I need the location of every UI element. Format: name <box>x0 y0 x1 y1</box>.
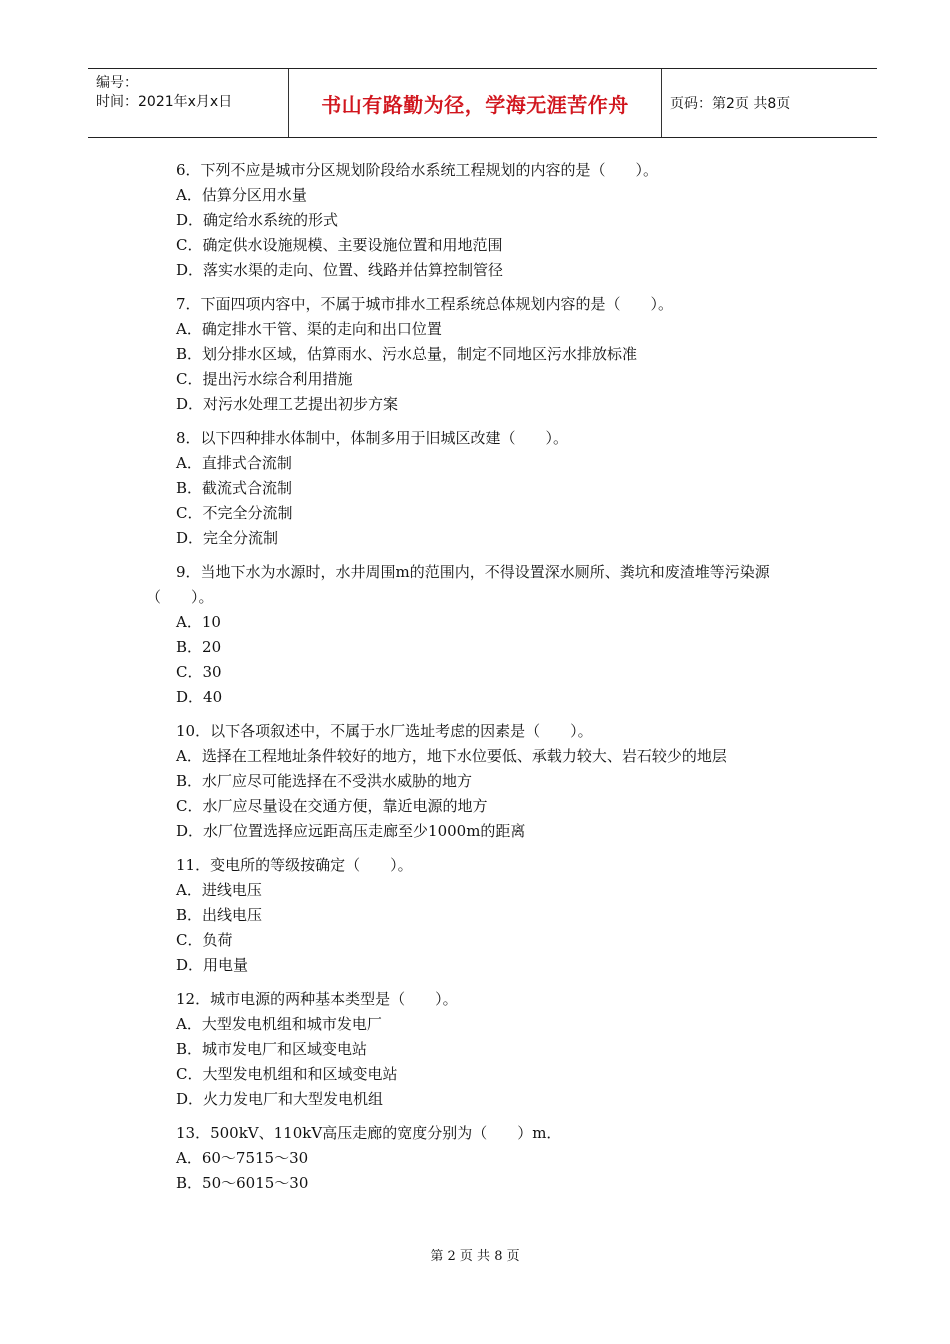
page-header <box>88 68 877 138</box>
answer-option: D．40 <box>176 688 223 706</box>
answer-option: D．水厂位置选择应远距高压走廊至少1000m的距离 <box>176 822 526 840</box>
question-stem: 7．下面四项内容中，不属于城市排水工程系统总体规划内容的是（ ）。 <box>176 295 674 313</box>
answer-option: D．用电量 <box>176 956 249 974</box>
question-stem: 6．下列不应是城市分区规划阶段给水系统工程规划的内容的是（ ）。 <box>176 161 659 179</box>
answer-option: A．确定排水干管、渠的走向和出口位置 <box>176 320 442 338</box>
answer-option: D．对污水处理工艺提出初步方案 <box>176 395 399 413</box>
answer-option: A．估算分区用水量 <box>176 186 307 204</box>
question-stem: 11．变电所的等级按确定（ ）。 <box>176 856 413 874</box>
header-motto-cell <box>289 69 662 137</box>
answer-option: A．大型发电机组和城市发电厂 <box>176 1015 382 1033</box>
question-stem: 9．当地下水为水源时，水井周围m的范围内，不得设置深水厕所、粪坑和废渣堆等污染源（ ）。 <box>146 563 770 606</box>
answer-option: B．划分排水区域，估算雨水、污水总量，制定不同地区污水排放标准 <box>176 345 638 363</box>
answer-option: D．确定给水系统的形式 <box>176 211 339 229</box>
question-stem: 12．城市电源的两种基本类型是（ ）。 <box>176 990 458 1008</box>
answer-option: B．出线电压 <box>176 906 263 924</box>
question-stem: 8．以下四种排水体制中，体制多用于旧城区改建（ ）。 <box>176 429 569 447</box>
answer-option: B．20 <box>176 638 222 656</box>
motto: 书山有路勤为径，学海无涯苦作舟 <box>321 92 629 117</box>
answer-option: A．直排式合流制 <box>176 454 292 472</box>
question-stem: 13．500kV、110kV高压走廊的宽度分别为（ ）m． <box>176 1124 562 1142</box>
answer-option: B．水厂应尽可能选择在不受洪水威胁的地方 <box>176 772 473 790</box>
question-block <box>146 560 836 710</box>
answer-option: C．大型发电机组和和区域变电站 <box>176 1065 398 1083</box>
serial-label: 编号： <box>96 75 138 91</box>
answer-option: C．确定供水设施规模、主要设施位置和用地范围 <box>176 236 503 254</box>
answer-option: B．50～6015～30 <box>176 1174 309 1192</box>
answer-option: D．火力发电厂和大型发电机组 <box>176 1090 384 1108</box>
question-block <box>146 987 836 1112</box>
answer-option: C．30 <box>176 663 222 681</box>
time-label: 时间：2021年x月x日 <box>96 94 233 110</box>
answer-option: A．10 <box>176 613 221 631</box>
answer-option: A．选择在工程地址条件较好的地方，地下水位要低、承载力较大、岩石较少的地层 <box>176 747 727 765</box>
question-list <box>146 158 836 1205</box>
answer-option: A．60～7515～30 <box>176 1149 309 1167</box>
answer-option: D．落实水渠的走向、位置、线路并估算控制管径 <box>176 261 504 279</box>
question-block <box>146 853 836 978</box>
answer-option: C．提出污水综合利用措施 <box>176 370 353 388</box>
header-page-cell <box>662 69 877 137</box>
answer-option: C．不完全分流制 <box>176 504 293 522</box>
answer-option: D．完全分流制 <box>176 529 279 547</box>
question-block <box>146 158 836 283</box>
question-block <box>146 719 836 844</box>
header-meta <box>88 69 289 137</box>
question-block <box>146 1121 836 1196</box>
answer-option: C．负荷 <box>176 931 233 949</box>
answer-option: B．城市发电厂和区域变电站 <box>176 1040 368 1058</box>
page-footer: 第 2 页 共 8 页 <box>430 1249 520 1264</box>
answer-option: A．进线电压 <box>176 881 262 899</box>
question-block <box>146 292 836 417</box>
page-info: 页码：第2页 共8页 <box>670 96 791 112</box>
answer-option: C．水厂应尽量设在交通方便，靠近电源的地方 <box>176 797 488 815</box>
question-block <box>146 426 836 551</box>
answer-option: B．截流式合流制 <box>176 479 293 497</box>
question-stem: 10．以下各项叙述中，不属于水厂选址考虑的因素是（ ）。 <box>176 722 593 740</box>
